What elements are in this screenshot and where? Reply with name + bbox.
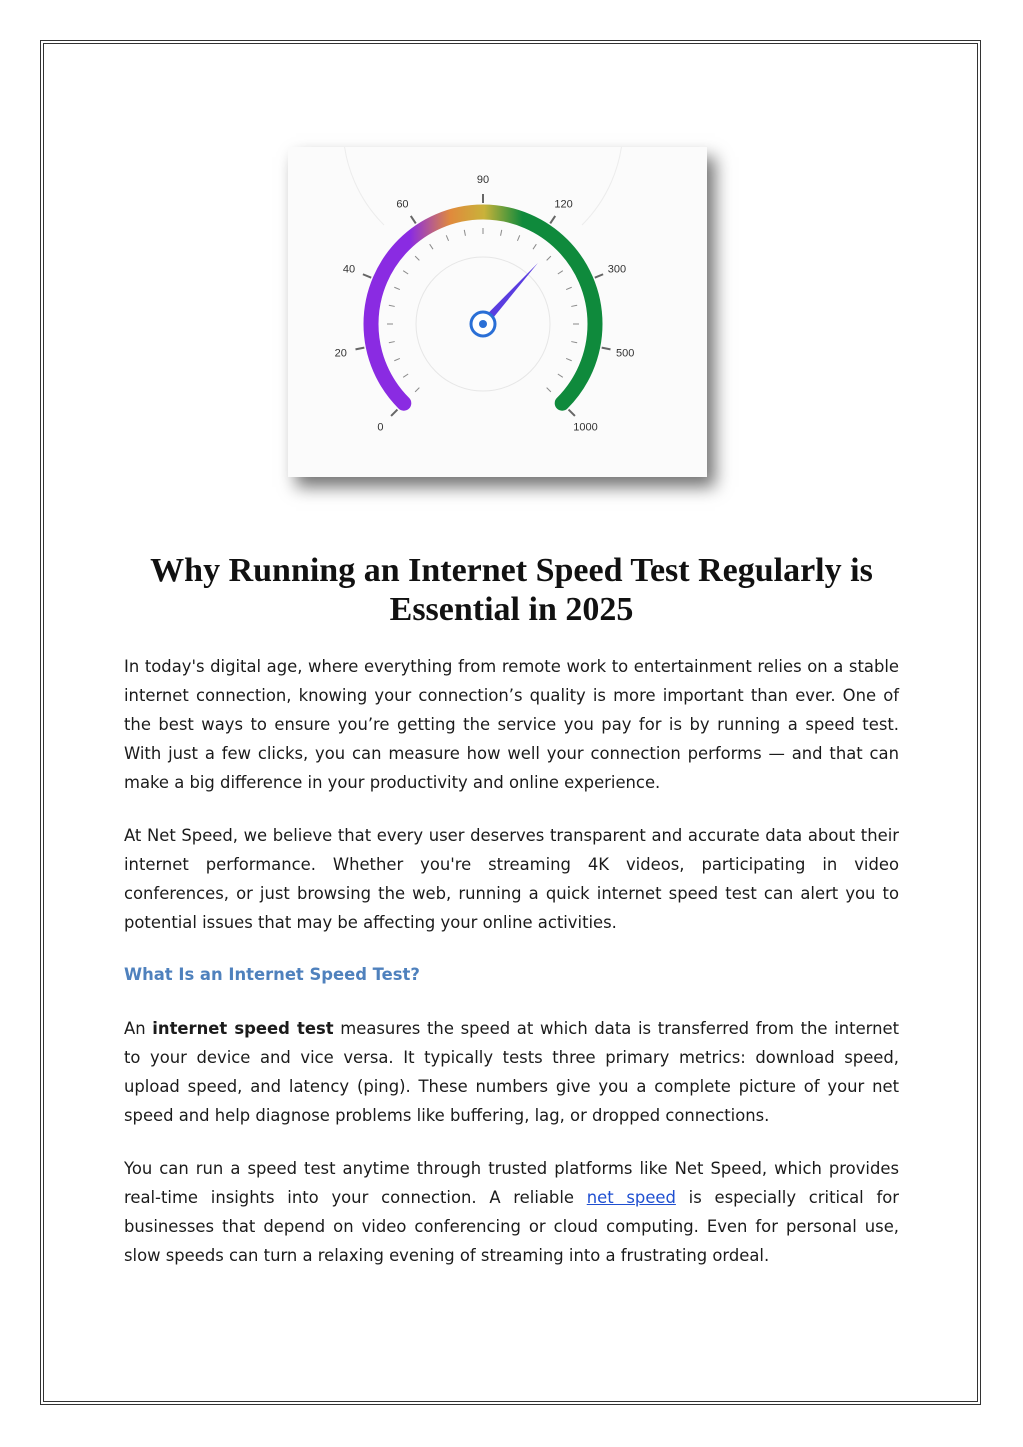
title-line-1: Why Running an Internet Speed Test Regularly is bbox=[150, 552, 873, 589]
gauge-minor-tick bbox=[547, 256, 551, 260]
gauge-minor-tick bbox=[394, 287, 400, 289]
gauge-minor-tick bbox=[533, 244, 536, 249]
gauge-hub-center bbox=[479, 320, 487, 328]
net-speed-paragraph: At Net Speed, we believe that every user deserves transparent and accurate data about their internet performance. Whether you're streaming 4K videos, participating in video conferences, or just browsing the web, running a quick internet speed test can alert you to potential issues that may be affecting your online activities. bbox=[124, 826, 899, 932]
gauge-tick-label: 500 bbox=[616, 347, 635, 360]
gauge-major-tick bbox=[595, 274, 603, 277]
gauge-major-tick bbox=[550, 216, 555, 223]
gauge-minor-tick bbox=[430, 244, 433, 249]
definition-paragraph bbox=[124, 1014, 899, 1130]
usage-text-after: is especially critical for businesses that depend on video conferencing or cloud computing. Even for personal use, slow speeds can turn a relaxing evening of streaming into a frustrating ordeal. bbox=[124, 1188, 899, 1265]
gauge-minor-tick bbox=[446, 235, 448, 241]
gauge-major-tick bbox=[391, 410, 397, 416]
gauge-minor-tick bbox=[558, 271, 563, 274]
gauge-tick-label: 120 bbox=[554, 198, 573, 211]
gauge-major-tick bbox=[363, 274, 371, 277]
gauge-minor-tick bbox=[566, 287, 572, 289]
definition-body: measures the speed at which data is transferred from the internet to your device and vice versa. It typically tests three primary metrics: download speed, upload speed, and latency (ping). These numbers give you a complete picture of your net speed and help diagnose problems like buffering, lag, or dropped connections. bbox=[124, 1019, 899, 1125]
gauge-tick-label: 0 bbox=[377, 421, 384, 434]
gauge-minor-tick bbox=[389, 305, 395, 306]
gauge-tick-label: 90 bbox=[476, 174, 490, 186]
gauge-minor-tick bbox=[415, 388, 419, 392]
gauge-minor-tick bbox=[517, 235, 519, 241]
speedometer-gauge bbox=[288, 147, 707, 477]
gauge-minor-tick bbox=[501, 230, 502, 236]
intro-paragraph: In today's digital age, where everything from remote work to entertainment relies on a stable internet connection, knowing your connection’s quality is more important than ever. One of the best ways to ensure you’re getting the service you pay for is by running a speed test. With just a few clicks, you can measure how well your connection performs — and that can make a big difference in your productivity and online experience. bbox=[124, 657, 899, 792]
gauge-minor-tick bbox=[403, 374, 408, 377]
gauge-minor-tick bbox=[394, 358, 400, 360]
gauge-tick-label: 20 bbox=[334, 347, 347, 360]
gauge-minor-tick bbox=[415, 256, 419, 260]
gauge-major-tick bbox=[411, 216, 416, 223]
gauge-tick-label: 60 bbox=[396, 198, 409, 211]
gauge-major-tick bbox=[569, 410, 575, 416]
gauge-minor-tick bbox=[566, 358, 572, 360]
gauge-major-tick bbox=[355, 348, 364, 350]
definition-term: internet speed test bbox=[152, 1019, 334, 1038]
title-line-2: Essential in 2025 bbox=[389, 591, 634, 628]
gauge-tick-label: 40 bbox=[342, 263, 356, 276]
net-speed-link[interactable]: net speed bbox=[586, 1188, 676, 1207]
gauge-minor-tick bbox=[571, 305, 577, 306]
gauge-major-tick bbox=[602, 348, 611, 350]
gauge-minor-tick bbox=[558, 374, 563, 377]
gauge-minor-tick bbox=[389, 342, 395, 343]
usage-paragraph bbox=[124, 1154, 899, 1270]
gauge-tick-label: 1000 bbox=[573, 421, 598, 434]
gauge-minor-tick bbox=[547, 388, 551, 392]
speedometer-image bbox=[288, 147, 707, 477]
gauge-minor-tick bbox=[403, 271, 408, 274]
usage-text-before: You can run a speed test anytime through trusted platforms like Net Speed, which provides real-time insights into your connection. A reliable bbox=[124, 1159, 899, 1207]
gauge-minor-tick bbox=[464, 230, 465, 236]
gauge-minor-tick bbox=[571, 342, 577, 343]
section-heading: What Is an Internet Speed Test? bbox=[124, 965, 420, 984]
article-title bbox=[124, 551, 899, 629]
gauge-speed-arc bbox=[371, 212, 595, 403]
definition-prefix: An bbox=[124, 1019, 153, 1038]
gauge-tick-label: 300 bbox=[607, 263, 627, 276]
